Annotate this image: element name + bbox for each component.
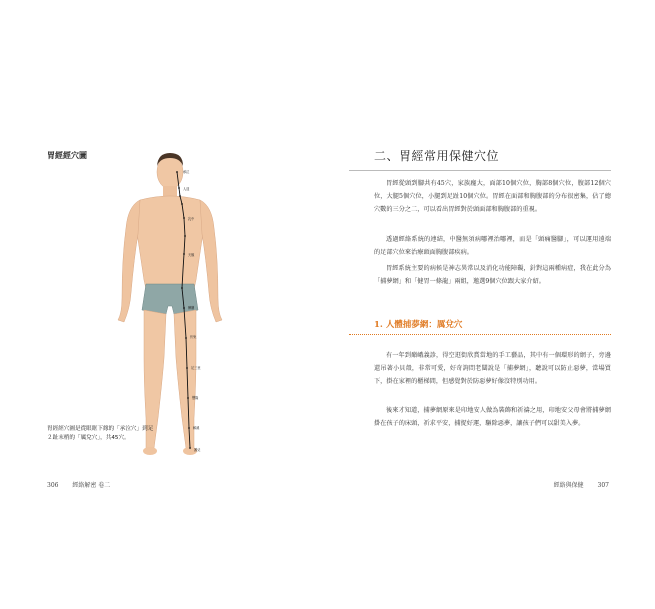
acupoint-label: 髀關	[188, 306, 195, 310]
acupoint-dot	[185, 337, 187, 339]
acupoint-dot	[187, 397, 189, 399]
acupoint-dot	[189, 447, 191, 449]
subsection-divider	[349, 334, 611, 335]
acupoint-dot	[176, 171, 178, 173]
acupoint-label: 乳中	[188, 217, 195, 221]
neck	[163, 186, 177, 196]
right-page	[328, 0, 655, 609]
paragraph: 有一年到巔峨義診，得空逛街欣賞當地的手工藝品，其中有一個環形的網子，旁邊還吊著小貝殼，非常可愛，好奇詢問老闆說是「捕夢網」，聽說可以防止惡夢，當場買下，掛在家裡的櫃梯間，但感覺對於防惡夢好像沒特別功用。	[374, 352, 611, 385]
figure-caption: 胃經經穴圖是從眼眶下緣的「承泣穴」到足２趾末梢的「厲兌穴」，共45穴。	[47, 426, 154, 441]
acupoint-label: 人迎	[183, 187, 190, 191]
acupoint-dot	[184, 235, 186, 237]
paragraph: 透過經絡系統的連結，中醫無須病哪裡治哪裡，而是「頭痛醫腳」，可以運用遠端的足部穴位來治療頭面胸腹部疾病。	[374, 236, 611, 256]
title-divider	[349, 170, 611, 171]
running-head-right: 經絡與保健	[553, 482, 584, 489]
acupoint-dot	[178, 187, 180, 189]
torso	[136, 196, 204, 298]
right-arm	[200, 200, 222, 322]
figure-title: 胃經經穴圖	[47, 151, 87, 160]
paragraph: 胃經系統主要的病候是神志異常以及消化功能障礙，針對這兩種病症，我在此分為「捕夢網」和「健胃一條龍」兩組，邀選9個穴位跟大家介紹。	[374, 265, 611, 285]
acupoint-dot	[183, 217, 185, 219]
acupoint-dot	[183, 253, 185, 255]
page-number-right: 307	[597, 482, 609, 489]
section-title: 二、胃經常用保健穴位	[374, 149, 500, 163]
acupoint-dot	[181, 203, 183, 205]
left-page	[0, 0, 327, 609]
subsection-title: 1. 人體捕夢網：厲兌穴	[374, 320, 463, 330]
running-head-left: 經絡解密 卷二	[72, 482, 111, 489]
acupoint-label: 天樞	[188, 253, 195, 257]
page-number-left: 306	[47, 482, 59, 489]
acupoint-label: 足三里	[191, 366, 201, 370]
left-foot	[143, 447, 157, 455]
paragraph: 胃經從頭到腳共有45穴，家族龐大，面部10個穴位，胸部8個穴位，腹部12個穴位，大腿5個穴位，小腿到足趾10個穴位。胃經在面部和胸腹部的分布很密集，佔了總穴數的三分之二，可以看出胃經對於頭面部和胸腹部的重視。	[374, 180, 611, 213]
acupoint-label: 豐隆	[192, 396, 199, 400]
acupoint-dot	[181, 287, 183, 289]
acupoint-dot	[186, 367, 188, 369]
acupoint-label: 厲兌	[194, 448, 201, 452]
right-footer	[554, 480, 609, 489]
acupoint-label: 承泣	[183, 170, 190, 174]
acupoint-dot	[183, 307, 185, 309]
left-footer	[47, 480, 110, 489]
stomach-meridian-figure	[100, 148, 240, 463]
acupoint-label: 解溪	[193, 426, 200, 430]
left-arm	[118, 200, 140, 322]
paragraph: 後來才知道，捕夢網原來是印地安人做為裝飾和祈禱之用，印地安父母會將捕夢網掛在孩子的床頭，祈求平安，捕捉好運，驅除惡夢，讓孩子們可以甜美入夢。	[374, 407, 611, 427]
acupoint-dot	[179, 195, 181, 197]
acupoint-label: 伏兔	[190, 335, 197, 339]
acupoint-dot	[188, 427, 190, 429]
